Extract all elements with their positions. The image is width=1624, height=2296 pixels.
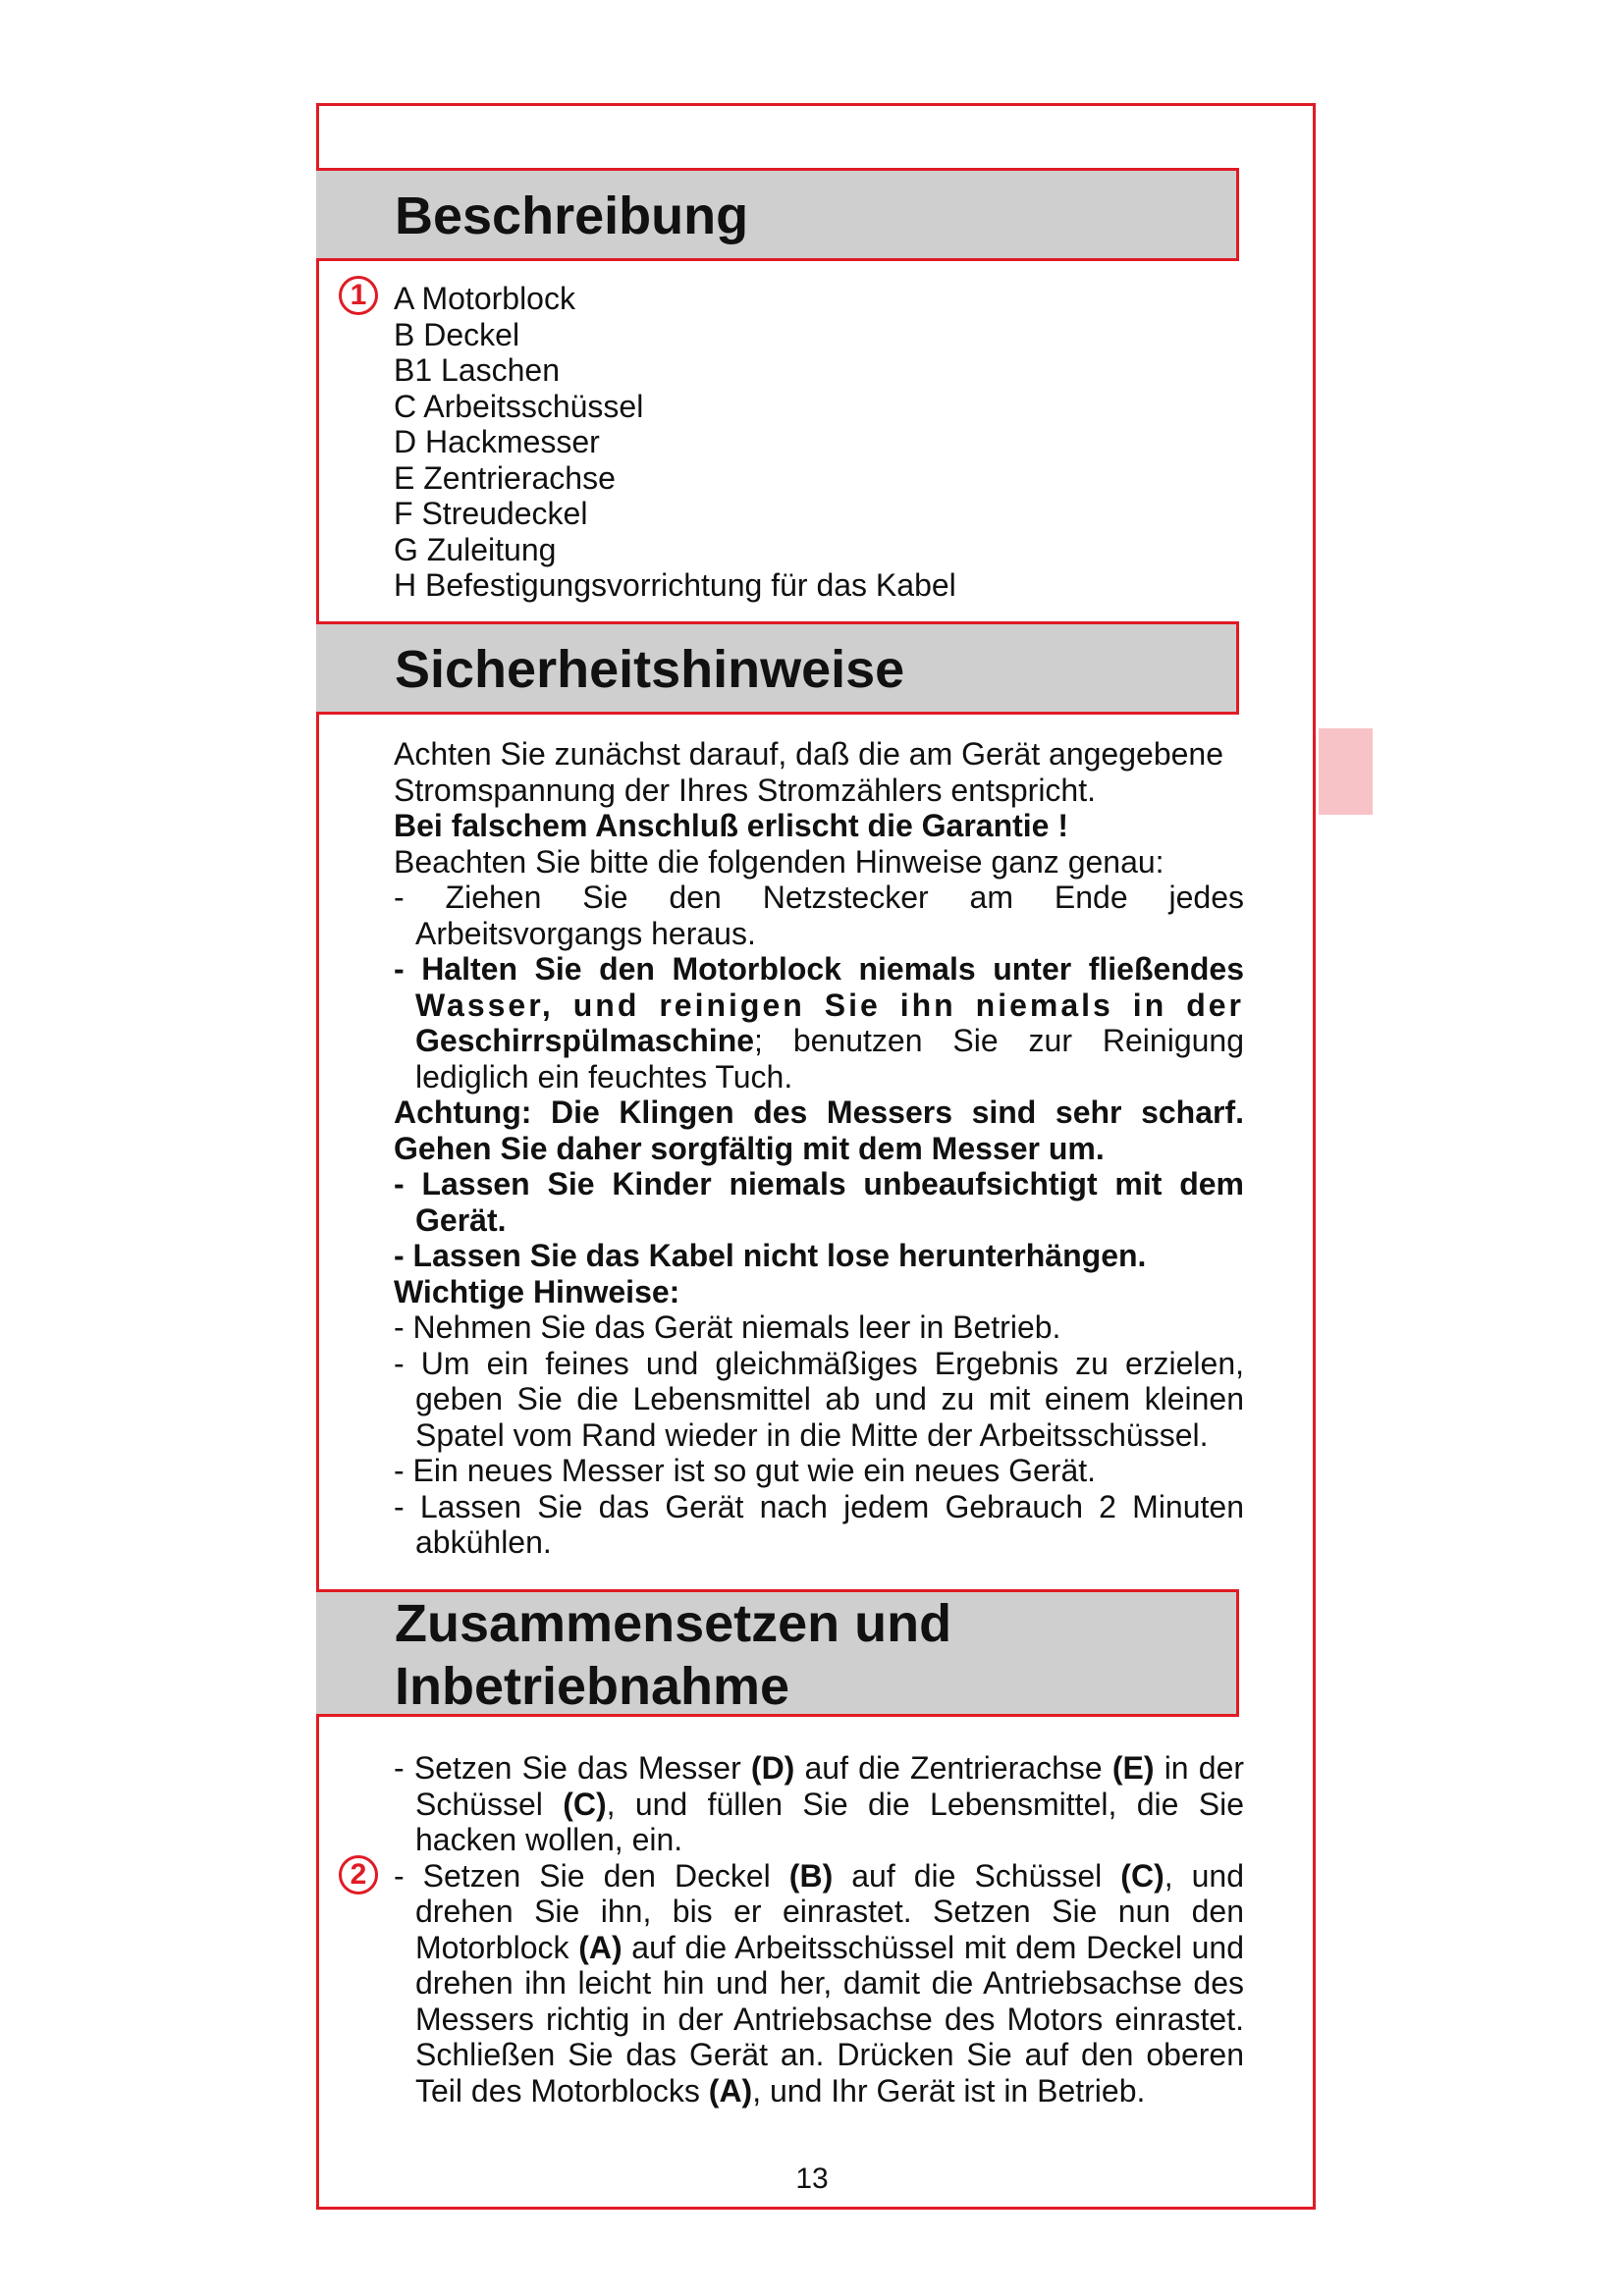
assembly-step-text: - Setzen Sie den Deckel bbox=[394, 1857, 789, 1894]
warranty-warning: Bei falschem Anschluß erlischt die Garantie ! bbox=[394, 808, 1069, 843]
assembly-step-text: auf die Zentrierachse bbox=[794, 1750, 1112, 1786]
assembly-step-text: , und Ihr Gerät ist in Betrieb. bbox=[752, 2072, 1146, 2109]
part-ref: (C) bbox=[563, 1786, 607, 1822]
list-item: F Streudeckel bbox=[394, 496, 588, 531]
assembly-step-2 bbox=[394, 1858, 1244, 2109]
important-item: - Ein neues Messer ist so gut wie ein neues Gerät. bbox=[394, 1453, 1097, 1488]
safety-item-water-bold-a: - Halten Sie den Motorblock niemals unter fließendes bbox=[394, 951, 1244, 987]
part-ref: (D) bbox=[750, 1750, 795, 1786]
part-ref: (A) bbox=[578, 1929, 623, 1965]
list-item: D Hackmesser bbox=[394, 424, 600, 459]
assembly-step-1 bbox=[394, 1750, 1244, 1858]
parts-list bbox=[394, 281, 956, 604]
safety-item-water-rest: ; benutzen Sie zur Reinigung lediglich ein feuchtes Tuch. bbox=[415, 1023, 1244, 1095]
important-item: - Lassen Sie das Gerät nach jedem Gebrauch 2 Minuten abkühlen. bbox=[394, 1488, 1244, 1560]
list-item: H Befestigungsvorrichtung für das Kabel bbox=[394, 567, 956, 603]
important-title: Wichtige Hinweise: bbox=[394, 1273, 680, 1309]
assembly-step-text: auf die Schüssel bbox=[833, 1857, 1121, 1894]
assembly-step-text: in der Schüssel bbox=[415, 1750, 1245, 1822]
assembly-step-text: , und füllen Sie die Lebensmittel, die Sie hacken wollen, ein. bbox=[415, 1786, 1245, 1857]
figure-marker-2: 2 bbox=[339, 1855, 378, 1895]
safety-intro: Achten Sie zunächst darauf, daß die am Gerät angegebene Stromspannung der Ihres Stromzählers entspricht. bbox=[394, 736, 1223, 808]
list-item: C Arbeitsschüssel bbox=[394, 388, 644, 424]
section-header-zusammensetzen bbox=[316, 1589, 1239, 1717]
part-ref: (A) bbox=[708, 2072, 753, 2109]
list-item: G Zuleitung bbox=[394, 531, 557, 567]
safety-item-water-bold-c: Geschirrspülmaschine bbox=[415, 1023, 755, 1058]
side-tab-marker bbox=[1319, 728, 1373, 815]
safety-item-cable: - Lassen Sie das Kabel nicht lose herunterhängen. bbox=[394, 1238, 1147, 1273]
figure-marker-1: 1 bbox=[339, 276, 378, 315]
safety-item-water-bold-b: Wasser, und reinigen Sie ihn niemals in der bbox=[415, 987, 1244, 1023]
safety-item-children: - Lassen Sie Kinder niemals unbeaufsichtigt mit dem Gerät. bbox=[394, 1166, 1244, 1238]
list-item: A Motorblock bbox=[394, 281, 575, 316]
section-header-beschreibung bbox=[316, 168, 1239, 261]
assembly-step-text: auf die Arbeitsschüssel mit dem Deckel und drehen ihn leicht hin und her, damit die Antriebsachse des Messers richtig in der Antriebsachse des Motors einrastet. Schließen Sie das Gerät an. Drücken Sie auf den oberen Teil des Motorblocks bbox=[415, 1929, 1245, 2109]
part-ref: (B) bbox=[788, 1857, 834, 1894]
part-ref: (E) bbox=[1111, 1750, 1155, 1786]
section-title: Sicherheitshinweise bbox=[395, 640, 905, 699]
page-number: 13 bbox=[795, 2163, 829, 2195]
blade-warning: Achtung: Die Klingen des Messers sind sehr scharf. Gehen Sie daher sorgfältig mit dem Messer um. bbox=[394, 1095, 1244, 1166]
section-title-line-2: Inbetriebnahme bbox=[395, 1657, 790, 1716]
list-item: E Zentrierachse bbox=[394, 459, 616, 496]
section-title: Beschreibung bbox=[395, 187, 749, 245]
safety-item-unplug: - Ziehen Sie den Netzstecker am Ende jedes Arbeitsvorgangs heraus. bbox=[394, 880, 1244, 951]
part-ref: (C) bbox=[1120, 1857, 1164, 1894]
section-title-line-1: Zusammensetzen und bbox=[395, 1594, 952, 1653]
safety-note: Beachten Sie bitte die folgenden Hinweise ganz genau: bbox=[394, 843, 1164, 880]
safety-text bbox=[394, 736, 1244, 1561]
list-item: B Deckel bbox=[394, 316, 520, 352]
assembly-text bbox=[394, 1750, 1244, 2109]
assembly-step-text: - Setzen Sie das Messer bbox=[394, 1750, 751, 1786]
section-title bbox=[395, 1592, 951, 1718]
safety-item-water bbox=[394, 951, 1244, 1095]
important-item: - Nehmen Sie das Gerät niemals leer in Betrieb. bbox=[394, 1309, 1061, 1345]
list-item: B1 Laschen bbox=[394, 352, 561, 388]
section-header-sicherheit bbox=[316, 621, 1239, 715]
assembly-step-text: , und drehen Sie ihn, bis er einrastet. Setzen Sie nun den Motorblock bbox=[415, 1857, 1245, 1965]
important-item: - Um ein feines und gleichmäßiges Ergebnis zu erzielen, geben Sie die Lebensmittel ab und zu mit einem kleinen Spatel vom Rand wieder in die Mitte der Arbeitsschüssel. bbox=[394, 1345, 1244, 1453]
